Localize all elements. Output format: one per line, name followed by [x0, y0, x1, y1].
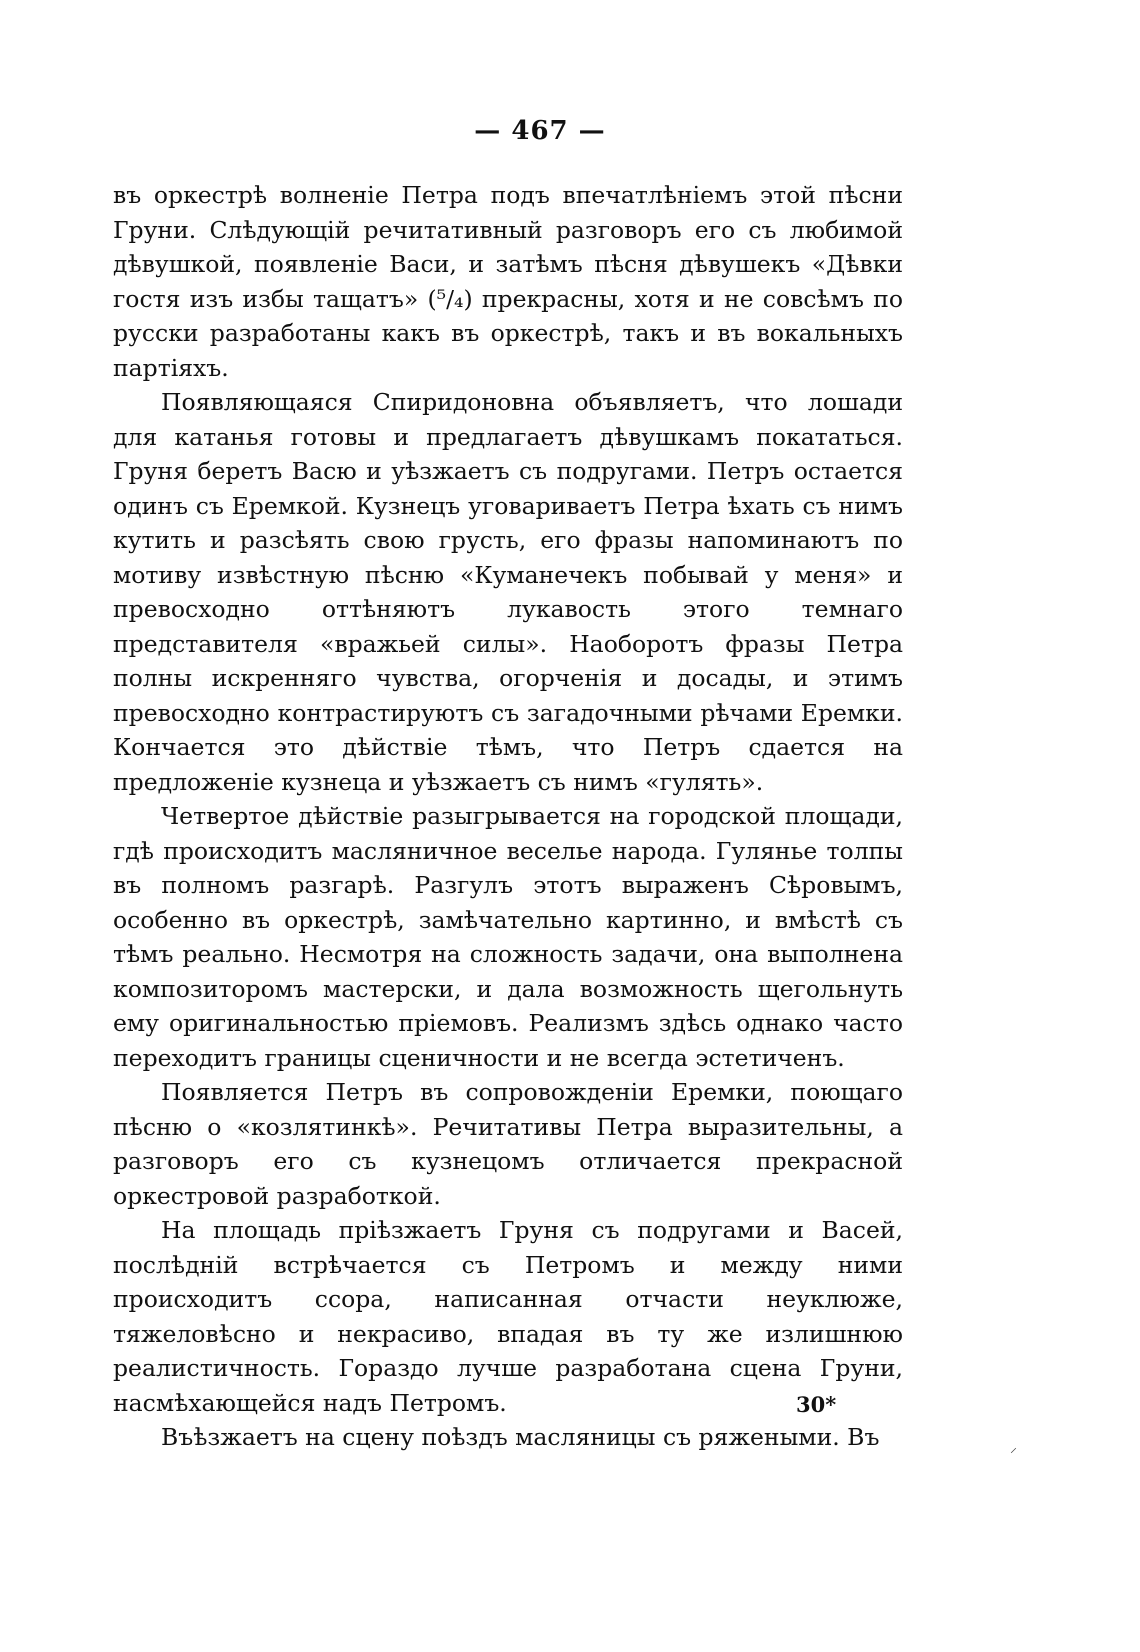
paragraph-2: Появляющаяся Спиридоновна объявляетъ, что лошади для катанья готовы и предлагаетъ дѣвушкамъ покататься. Груня беретъ Васю и уѣзжаетъ съ подругами. Петръ остается одинъ съ Еремкой. Кузнецъ уговариваетъ Петра ѣхать съ нимъ кутить и разсѣять свою грусть, его фразы напоминаютъ по мотиву извѣстную пѣсню «Куманечекъ побывай у меня» и превосходно оттѣняютъ лукавость этого темнаго представителя «вражьей силы». Наоборотъ фразы Петра полны искренняго чувства, огорченія и досады, и этимъ превосходно контрастируютъ съ загадочными рѣчами Еремки. Кончается это дѣйствіе тѣмъ, что Петръ сдается на предложеніе кузнеца и уѣзжаетъ съ нимъ «гулять».: [113, 388, 903, 796]
paragraph-6: Въѣзжаетъ на сцену поѣздъ масляницы съ ряжеными. Въ: [161, 1423, 880, 1451]
paragraph-4: Появляется Петръ въ сопровожденіи Еремки, поющаго пѣсню о «козлятинкѣ». Речитативы Петра выразительны, а разговоръ его съ кузнецомъ отличается прекрасной оркестровой разработкой.: [113, 1078, 903, 1210]
stray-mark: ⸝: [1010, 1440, 1017, 1456]
body-text: [113, 178, 903, 1455]
paragraph-3: Четвертое дѣйствіе разыгрывается на городской площади, гдѣ происходитъ масляничное веселье народа. Гулянье толпы въ полномъ разгарѣ. Разгулъ этотъ выраженъ Сѣровымъ, особенно въ оркестрѣ, замѣчательно картинно, и вмѣстѣ съ тѣмъ реально. Несмотря на сложность задачи, она выполнена композиторомъ мастерски, и дала возможность щегольнуть ему оригинальностью пріемовъ. Реализмъ здѣсь однако часто переходитъ границы сценичности и не всегда эстетиченъ.: [113, 802, 903, 1072]
paragraph-1: въ оркестрѣ волненіе Петра подъ впечатлѣніемъ этой пѣсни Груни. Слѣдующій речитативный разговоръ его съ любимой дѣвушкой, появленіе Васи, и затѣмъ пѣсня дѣвушекъ «Дѣвки гостя изъ избы тащатъ» (⁵/₄) прекрасны, хотя и не совсѣмъ по русски разработаны какъ въ оркестрѣ, такъ и въ вокальныхъ партіяхъ.: [113, 181, 903, 382]
paragraph-5: На площадь пріѣзжаетъ Груня съ подругами и Васей, послѣдній встрѣчается съ Петромъ и между ними происходитъ ссора, написанная отчасти неуклюже, тяжеловѣсно и некрасиво, впадая въ ту же излишнюю реалистичность. Гораздо лучше разработана сцена Груни, насмѣхающейся надъ Петромъ.: [113, 1216, 903, 1417]
printer-signature: 30*: [796, 1392, 837, 1417]
page-number: — 467 —: [474, 116, 606, 146]
